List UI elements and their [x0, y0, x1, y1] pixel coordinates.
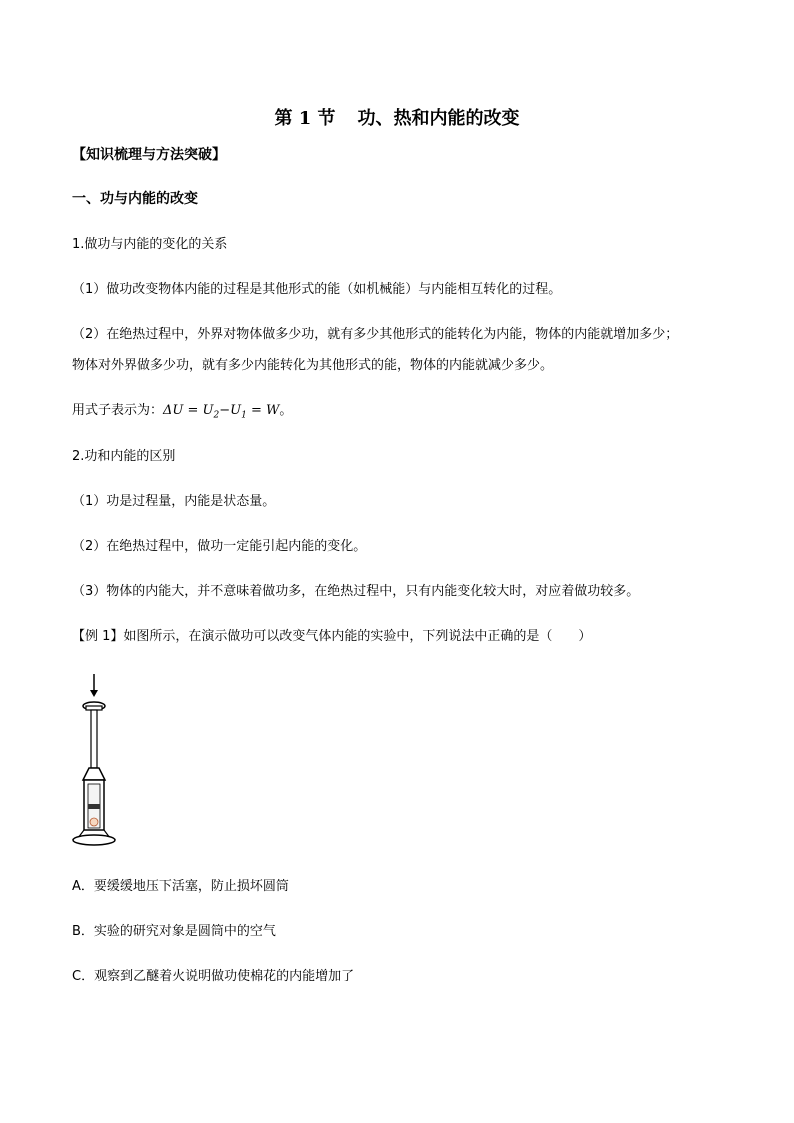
formula-prefix: 用式子表示为： [72, 403, 164, 418]
section-number: 第 1 节 [274, 108, 336, 129]
paragraph-4: 2.功和内能的区别 [72, 449, 176, 464]
example-question: 【例 1】如图所示，在演示做功可以改变气体内能的实验中，下列说法中正确的是（ ） [72, 629, 592, 644]
paragraph-5: （1）功是过程量，内能是状态量。 [72, 494, 276, 509]
option-b: B．实验的研究对象是圆筒中的空气 [72, 924, 276, 939]
paragraph-3b: 物体对外界做多少功，就有多少内能转化为其他形式的能，物体的内能就减少多少。 [72, 358, 554, 373]
formula-line: 用式子表示为：$\Delta U = U_2-U_1 = W$。 [72, 403, 293, 421]
apparatus-figure [72, 672, 128, 848]
knowledge-heading: 【知识梳理与方法突破】 [72, 147, 226, 163]
section-name: 功、热和内能的改变 [357, 108, 520, 129]
paragraph-7: （3）物体的内能大，并不意味着做功多，在绝热过程中，只有内能变化较大时，对应着做功较多。 [72, 584, 640, 599]
paragraph-2: （1）做功改变物体内能的过程是其他形式的能（如机械能）与内能相互转化的过程。 [72, 282, 562, 297]
option-c: C．观察到乙醚着火说明做功使棉花的内能增加了 [72, 969, 355, 984]
paragraph-1: 1.做功与内能的变化的关系 [72, 237, 228, 252]
formula-expression: $\Delta U = U_2-U_1 = W$ [163, 403, 280, 421]
section-heading: 一、功与内能的改变 [72, 191, 198, 207]
option-a: A．要缓缓地压下活塞，防止损坏圆筒 [72, 879, 289, 894]
page-title [0, 104, 794, 130]
paragraph-3a: （2）在绝热过程中，外界对物体做多少功，就有多少其他形式的能转化为内能，物体的内能就增加多少； [72, 327, 679, 342]
piston-cylinder-icon [72, 672, 128, 848]
paragraph-6: （2）在绝热过程中，做功一定能引起内能的变化。 [72, 539, 367, 554]
